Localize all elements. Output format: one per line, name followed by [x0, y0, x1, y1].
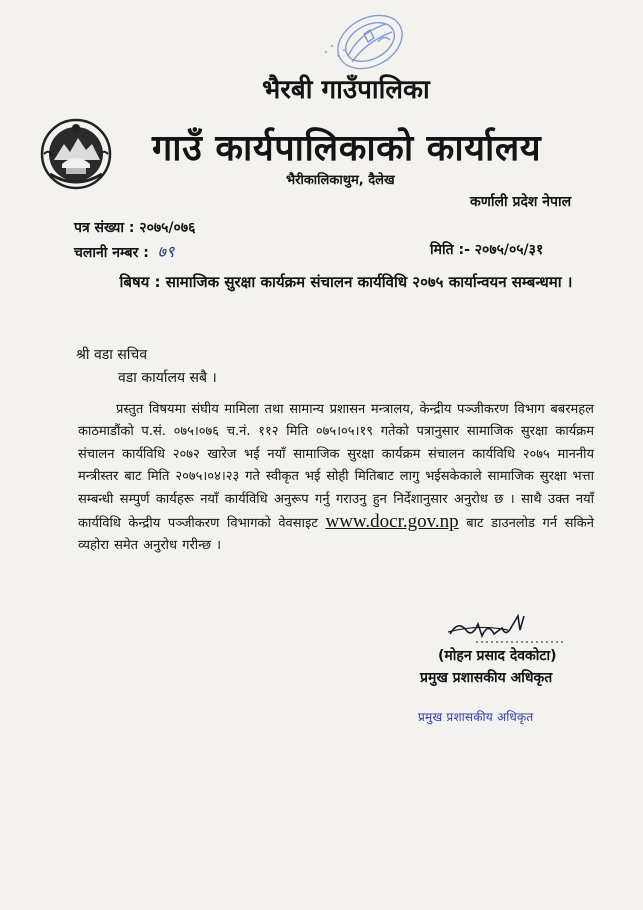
reference-number: पत्र संख्या : २०७५/०७६: [74, 220, 196, 236]
body-text-end: बाट डाउनलोड गर्न सकिने व्यहोरा समेत अनुरोध गरीन्छ ।: [78, 516, 594, 554]
signatory-title: प्रमुख प्रशासकीय अधिकृत: [420, 670, 553, 686]
recipient-line-2: वडा कार्यालय सबै ।: [118, 370, 217, 386]
body-text-main: प्रस्तुत विषयमा संघीय मामिला तथा सामान्य प्रशासन मन्त्रालय, केन्द्रीय पञ्जीकरण विभाग बबरमहल काठमाडौंको प.सं. ०७५।०७६ च.नं. ११२ मिति ०७५।०५।१९ गतेको पत्रानुसार सामाजिक सुरक्षा कार्यक्रम संचालन कार्यविधि २०७२ खारेज भई नयाँ सामाजिक सुरक्षा कार्यक्रम संचालन कार्यविधि २०७५ माननीय मन्त्रीस्तर बाट मिति २०७५।०४।२३ गते स्वीकृत भई सोही मितिबाट लागु भईसकेकाले सामाजिक सुरक्षा भत्ता सम्बन्धी सम्पुर्ण कार्यहरू नयाँ कार्यविधि अनुरूप गर्नु गराउनु हुन निर्देशानुसार अनुरोध छ । साथै उक्त नयाँ कार्यविधि केन्द्रीय पञ्जीकरण विभागको वेवसाइट: [78, 402, 594, 532]
office-address: भैरीकालिकाथुम, दैलेख: [286, 173, 395, 188]
nepal-emblem-icon: [40, 118, 112, 190]
office-title: गाउँ कार्यपालिकाको कार्यालय: [152, 128, 542, 169]
municipality-name: भैरबी गाउँपालिका: [262, 75, 430, 105]
recipient-line-1: श्री वडा सचिव: [76, 347, 148, 363]
province-name: कर्णाली प्रदेश नेपाल: [470, 194, 572, 210]
dispatch-value-handwritten: ७९: [157, 242, 175, 261]
signatory-name: (मोहन प्रसाद देवकोटा): [438, 648, 557, 664]
office-seal-stamp: [308, 12, 408, 74]
designation-stamp: प्रमुख प्रशासकीय अधिकृत: [418, 710, 534, 724]
handwritten-signature: [446, 612, 566, 646]
dispatch-number: [74, 240, 174, 262]
letter-body: [78, 399, 594, 558]
website-link[interactable]: www.docr.gov.np: [325, 511, 459, 533]
letter-date: मिति :- २०७५/०५/३१: [430, 242, 544, 258]
dispatch-label: चलानी नम्बर :: [74, 245, 149, 261]
subject-line: बिषय : सामाजिक सुरक्षा कार्यक्रम संचालन कार्यविधि २०७५ कार्यान्वयन सम्बन्धमा ।: [119, 273, 573, 291]
